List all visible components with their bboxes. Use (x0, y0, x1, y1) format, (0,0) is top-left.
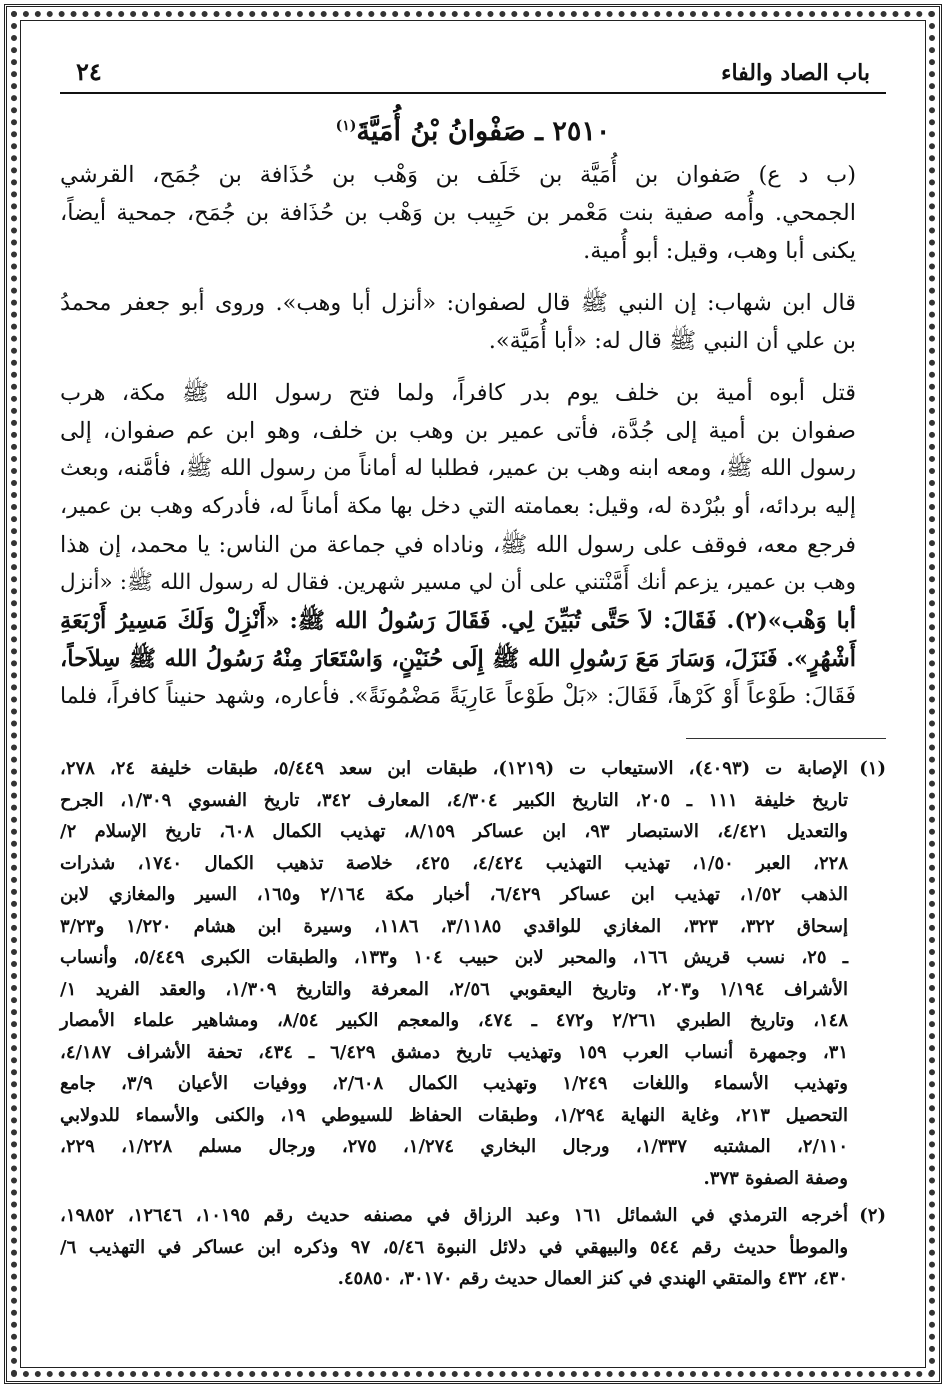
footnote-line: والتعديل ٤/٤٢١، الاستبصار ٩٣، ابن عساكر ٨/١٥٩، تهذيب الكمال ٦٠٨، تاريخ الإسلام ٢/ (60, 821, 848, 842)
text-line: إليه بردائه، أو ببُرْدة له، وقيل: بعمامته التي دخل بها مكة أماناً له، فأدركه وهب بن عمير، (60, 494, 856, 519)
book-page (60, 50, 886, 1350)
footnote-line: إسحاق ٣٢٢، ٣٢٣، المغازي للواقدي ٣/١١٨٥، ١١٨٦، وسيرة ابن هشام ١/٢٢٠ و٣/٢٣ (60, 915, 849, 937)
footnote-2 (60, 1200, 886, 1295)
running-title: باب الصاد والفاء (721, 60, 870, 86)
footnote-line: ٣١، وجمهرة أنساب العرب ١٥٩ وتهذيب تاريخ دمشق ٦/٤٢٩ ـ ٤٣٤، تحفة الأشراف ٤/١٨٧، (60, 1041, 848, 1063)
text-line: رسول الله ﷺ، ومعه ابنه وهب بن عمير، فطلبا له أماناً من رسول الله ﷺ، فأمَّنه، وبعث (60, 456, 856, 481)
footnote-line: ٢/١١٠، المشتبه ١/٣٣٧، ورجال البخاري ١/٢٧٤، ٢٧٥، ورجال مسلم ١/٢٢٨، ٢٢٩، (60, 1136, 849, 1157)
text-line: (ب د ع) صَفوان بن أُمَيَّة بن خَلَف بن وَهْب بن حُذَافة بن جُمَح، القرشي (60, 162, 856, 188)
entry-heading (60, 116, 886, 156)
footnote-line: الأشراف ١/١٩٤ و٢٠٣، وتاريخ اليعقوبي ٢/٥٦، المعرفة والتاريخ ١/٣٠٩، والعقد الفريد ١/ (60, 978, 848, 1000)
footnote-line: وصفة الصفوة ٣٧٣. (703, 1167, 848, 1189)
footnote-line: أخرجه الترمذي في الشمائل ١٦١ وعبد الرزاق في مصنفه حديث رقم ١٠١٩٥، ١٢٦٤٦، ١٩٨٥٢، (60, 1205, 849, 1226)
footnote-line: التحصيل ٢١٣، وغاية النهاية ١/٢٩٤، وطبقات الحفاظ للسيوطي ١٩، والكنى والأسماء للدولابي (60, 1104, 849, 1126)
footnote-line: وتهذيب الأسماء واللغات ١/٢٤٩ وتهذيب الكمال ٢/٦٠٨، ووفيات الأعيان ٣/٩، جامع (60, 1073, 848, 1094)
footnote-line: والموطأ حديث رقم ٥٤٤ والبيهقي في دلائل النبوة ٥/٤٦، ٩٧ وذكره ابن عساكر في التهذيب ٦/ (60, 1236, 849, 1258)
paragraph-story (60, 374, 886, 716)
footnote-body (60, 1200, 848, 1295)
footnote-line: الذهب ١/٥٢، تهذيب ابن عساكر ٦/٤٢٩، أخبار مكة ٢/١٦٤ و١٦٥، السير والمغازي لابن (60, 884, 849, 905)
footnote-number: (٢) (859, 1205, 886, 1226)
text-line: قتل أبوه أمية بن خلف يوم بدر كافراً، ولما فتح رسول الله ﷺ مكة، هرب (60, 380, 856, 406)
footnote-number: (١) (859, 758, 886, 779)
page-number: ٢٤ (76, 57, 102, 86)
footnote-line: الإصابة ت (٤٠٩٣)، الاستيعاب ت (١٢١٩)، طبقات ابن سعد ٥/٤٤٩، طبقات خليفة ٢٤، ٢٧٨، (60, 758, 848, 779)
paragraph-lineage (60, 156, 886, 270)
footnote-line: تاريخ خليفة ١١١ ـ ٢٠٥، التاريخ الكبير ٤/٣٠٤، المعارف ٣٤٢، تاريخ الفسوي ١/٣٠٩، الجرح (60, 789, 848, 811)
footnote-line: ٤٣٠، ٤٣٢ والمتقي الهندي في كنز العمال حديث رقم ٣٠١٧٠، ٤٥٨٥٠. (337, 1268, 848, 1289)
text-line: قال ابن شهاب: إن النبي ﷺ قال لصفوان: «أنزل أبا وهب». وروى أبو جعفر محمدُ (60, 290, 856, 316)
footnote-separator (686, 738, 886, 739)
text-line: أَشْهُرٍ». فَنَزَلَ، وَسَارَ مَعَ رَسُولِ الله ﷺ إِلَى حُنَيْنٍ، وَاسْتَعَارَ مِنْهُ رَسُولُ الله ﷺ سِلاَحاً، (60, 646, 856, 672)
footnote-ref: (١) (335, 118, 357, 134)
text-line: بن علي أن النبي ﷺ قال له: «أبا أُمَيَّة». (488, 328, 856, 354)
footnote-1 (60, 753, 886, 1194)
running-header (60, 50, 886, 94)
text-line: الجمحي. وأُمه صفية بنت مَعْمر بن حَبِيب بن وَهْب بن حُذَافة بن جُمَح، جمحية أيضاً، (60, 200, 856, 226)
footnote-line: ٢٢٨، العبر ١/٥٠، تهذيب التهذيب ٤/٤٢٤، ٤٢٥، خلاصة تذهيب الكمال ١٧٤٠، شذرات (60, 852, 848, 874)
paragraph-kunya (60, 284, 886, 360)
text-line: صفوان بن أمية إلى جُدَّة، فأتى عمير بن وهب بن خلف، وهو ابن عم صفوان، إلى (60, 418, 856, 444)
text-line: وهب بن عمير، يزعم أنك أَمَّنْتني على أن لي مسير شهرين. فقال له رسول الله ﷺ: «أنزل (60, 570, 856, 595)
footnote-line: ١٤٨، وتاريخ الطبري ٢/٢٦١ و٤٧٢ ـ ٤٧٤، والمعجم الكبير ٨/٥٤، ومشاهير علماء الأمصار (60, 1010, 849, 1031)
footnote-line: ـ ٢٥، نسب قريش ١٦٦، والمحبر لابن حبيب ١٠٤ و١٣٣، والطبقات الكبرى ٥/٤٤٩، وأنساب (60, 947, 848, 968)
text-line: فرجع معه، فوقف على رسول الله ﷺ، وناداه في جماعة من الناس: يا محمد، إن هذا (60, 532, 856, 558)
footnotes (60, 753, 886, 1295)
main-text (60, 156, 886, 716)
text-line: يكنى أبا وهب، وقيل: أبو أُمية. (583, 238, 856, 264)
entry-title: ٢٥١٠ ـ صَفْوانُ بْنُ أُمَيَّةَ (356, 116, 611, 147)
footnote-body (60, 753, 848, 1194)
text-line: فَقَالَ: طَوْعاً أَوْ كَرْهاً، فَقَالَ: «بَلْ طَوْعاً عَارِيَةً مَضْمُونَةً». فأعاره، وشهد حنيناً كافراً، فلما (60, 684, 857, 709)
text-line: أبا وَهْب»(٢). فَقَالَ: لاَ حَتَّى تُبَيِّنَ لِي. فَقَالَ رَسُولُ الله ﷺ: «أَنْزِلْ وَلَكَ مَسِيرُ أَرْبَعَةِ (60, 608, 856, 634)
